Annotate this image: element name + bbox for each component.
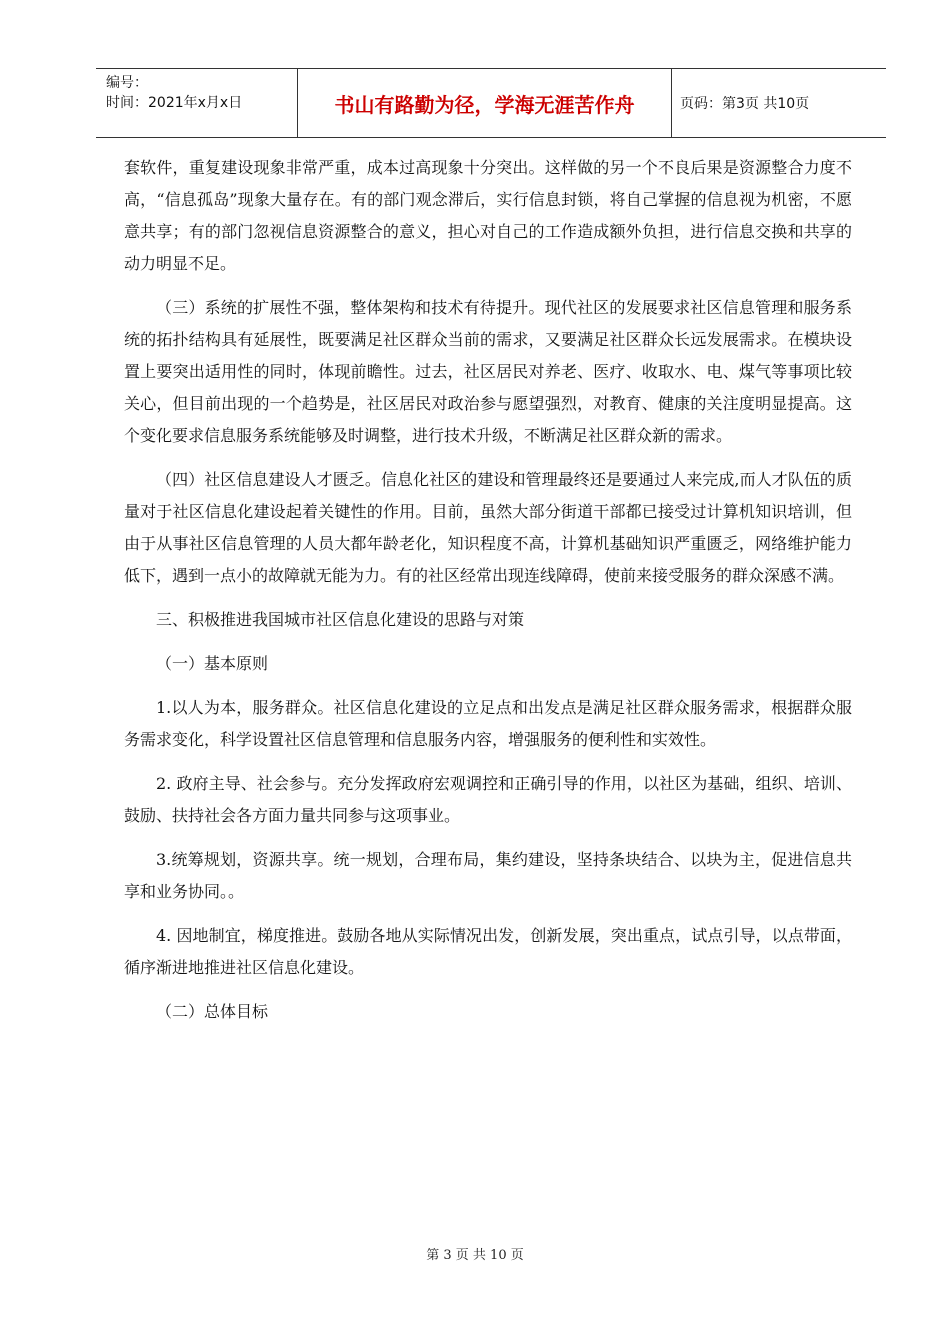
paragraph-system-extensibility: （三）系统的扩展性不强，整体架构和技术有待提升。现代社区的发展要求社区信息管理和服务系统的拓扑结构具有延展性，既要满足社区群众当前的需求，又要满足社区群众长远发展需求。在模块设置上要突出适用性的同时，体现前瞻性。过去，社区居民对养老、医疗、收取水、电、煤气等事项比较关心，但目前出现的一个趋势是，社区居民对政治参与愿望强烈，对教育、健康的关注度明显提高。这个变化要求信息服务系统能够及时调整，进行技术升级，不断满足社区群众新的需求。 — [124, 298, 852, 445]
page-footer: 第 3 页 共 10 页 — [426, 1248, 524, 1263]
document-time-label: 时间：2021年x月x日 — [106, 95, 243, 111]
principle-2: 2. 政府主导、社会参与。充分发挥政府宏观调控和正确引导的作用，以社区为基础，组织、培训、鼓励、扶持社会各方面力量共同参与这项事业。 — [124, 774, 852, 825]
header-meta-cell — [96, 69, 298, 137]
section-heading-3: 三、积极推进我国城市社区信息化建设的思路与对策 — [156, 610, 525, 629]
principle-3: 3.统筹规划，资源共享。统一规划，合理布局，集约建设，坚持条块结合、以块为主，促进信息共享和业务协同。。 — [124, 850, 852, 901]
header-page-number: 页码：第3页 共10页 — [680, 96, 810, 112]
document-number-label: 编号： — [106, 75, 148, 91]
paragraph-continuation: 套软件，重复建设现象非常严重，成本过高现象十分突出。这样做的另一个不良后果是资源整合力度不高，“信息孤岛”现象大量存在。有的部门观念滞后，实行信息封锁，将自己掌握的信息视为机密，不愿意共享；有的部门忽视信息资源整合的意义，担心对自己的工作造成额外负担，进行信息交换和共享的动力明显不足。 — [124, 158, 852, 273]
subsection-heading-basic-principles: （一）基本原则 — [156, 654, 269, 673]
principle-1: 1.以人为本，服务群众。社区信息化建设的立足点和出发点是满足社区群众服务需求，根据群众服务需求变化，科学设置社区信息管理和信息服务内容，增强服务的便利性和实效性。 — [124, 698, 852, 749]
principle-4: 4. 因地制宜，梯度推进。鼓励各地从实际情况出发，创新发展，突出重点，试点引导，以点带面，循序渐进地推进社区信息化建设。 — [124, 926, 852, 977]
paragraph-talent-shortage: （四）社区信息建设人才匮乏。信息化社区的建设和管理最终还是要通过人来完成,而人才队伍的质量对于社区信息化建设起着关键性的作用。目前，虽然大部分街道干部都已接受过计算机知识培训，但由于从事社区信息管理的人员大都年龄老化，知识程度不高，计算机基础知识严重匮乏，网络维护能力低下，遇到一点小的故障就无能为力。有的社区经常出现连线障碍，使前来接受服务的群众深感不满。 — [124, 470, 852, 585]
document-body — [124, 152, 852, 1040]
header-motto: 书山有路勤为径，学海无涯苦作舟 — [298, 69, 672, 137]
page-header — [96, 68, 886, 138]
subsection-heading-overall-goal: （二）总体目标 — [156, 1002, 269, 1021]
